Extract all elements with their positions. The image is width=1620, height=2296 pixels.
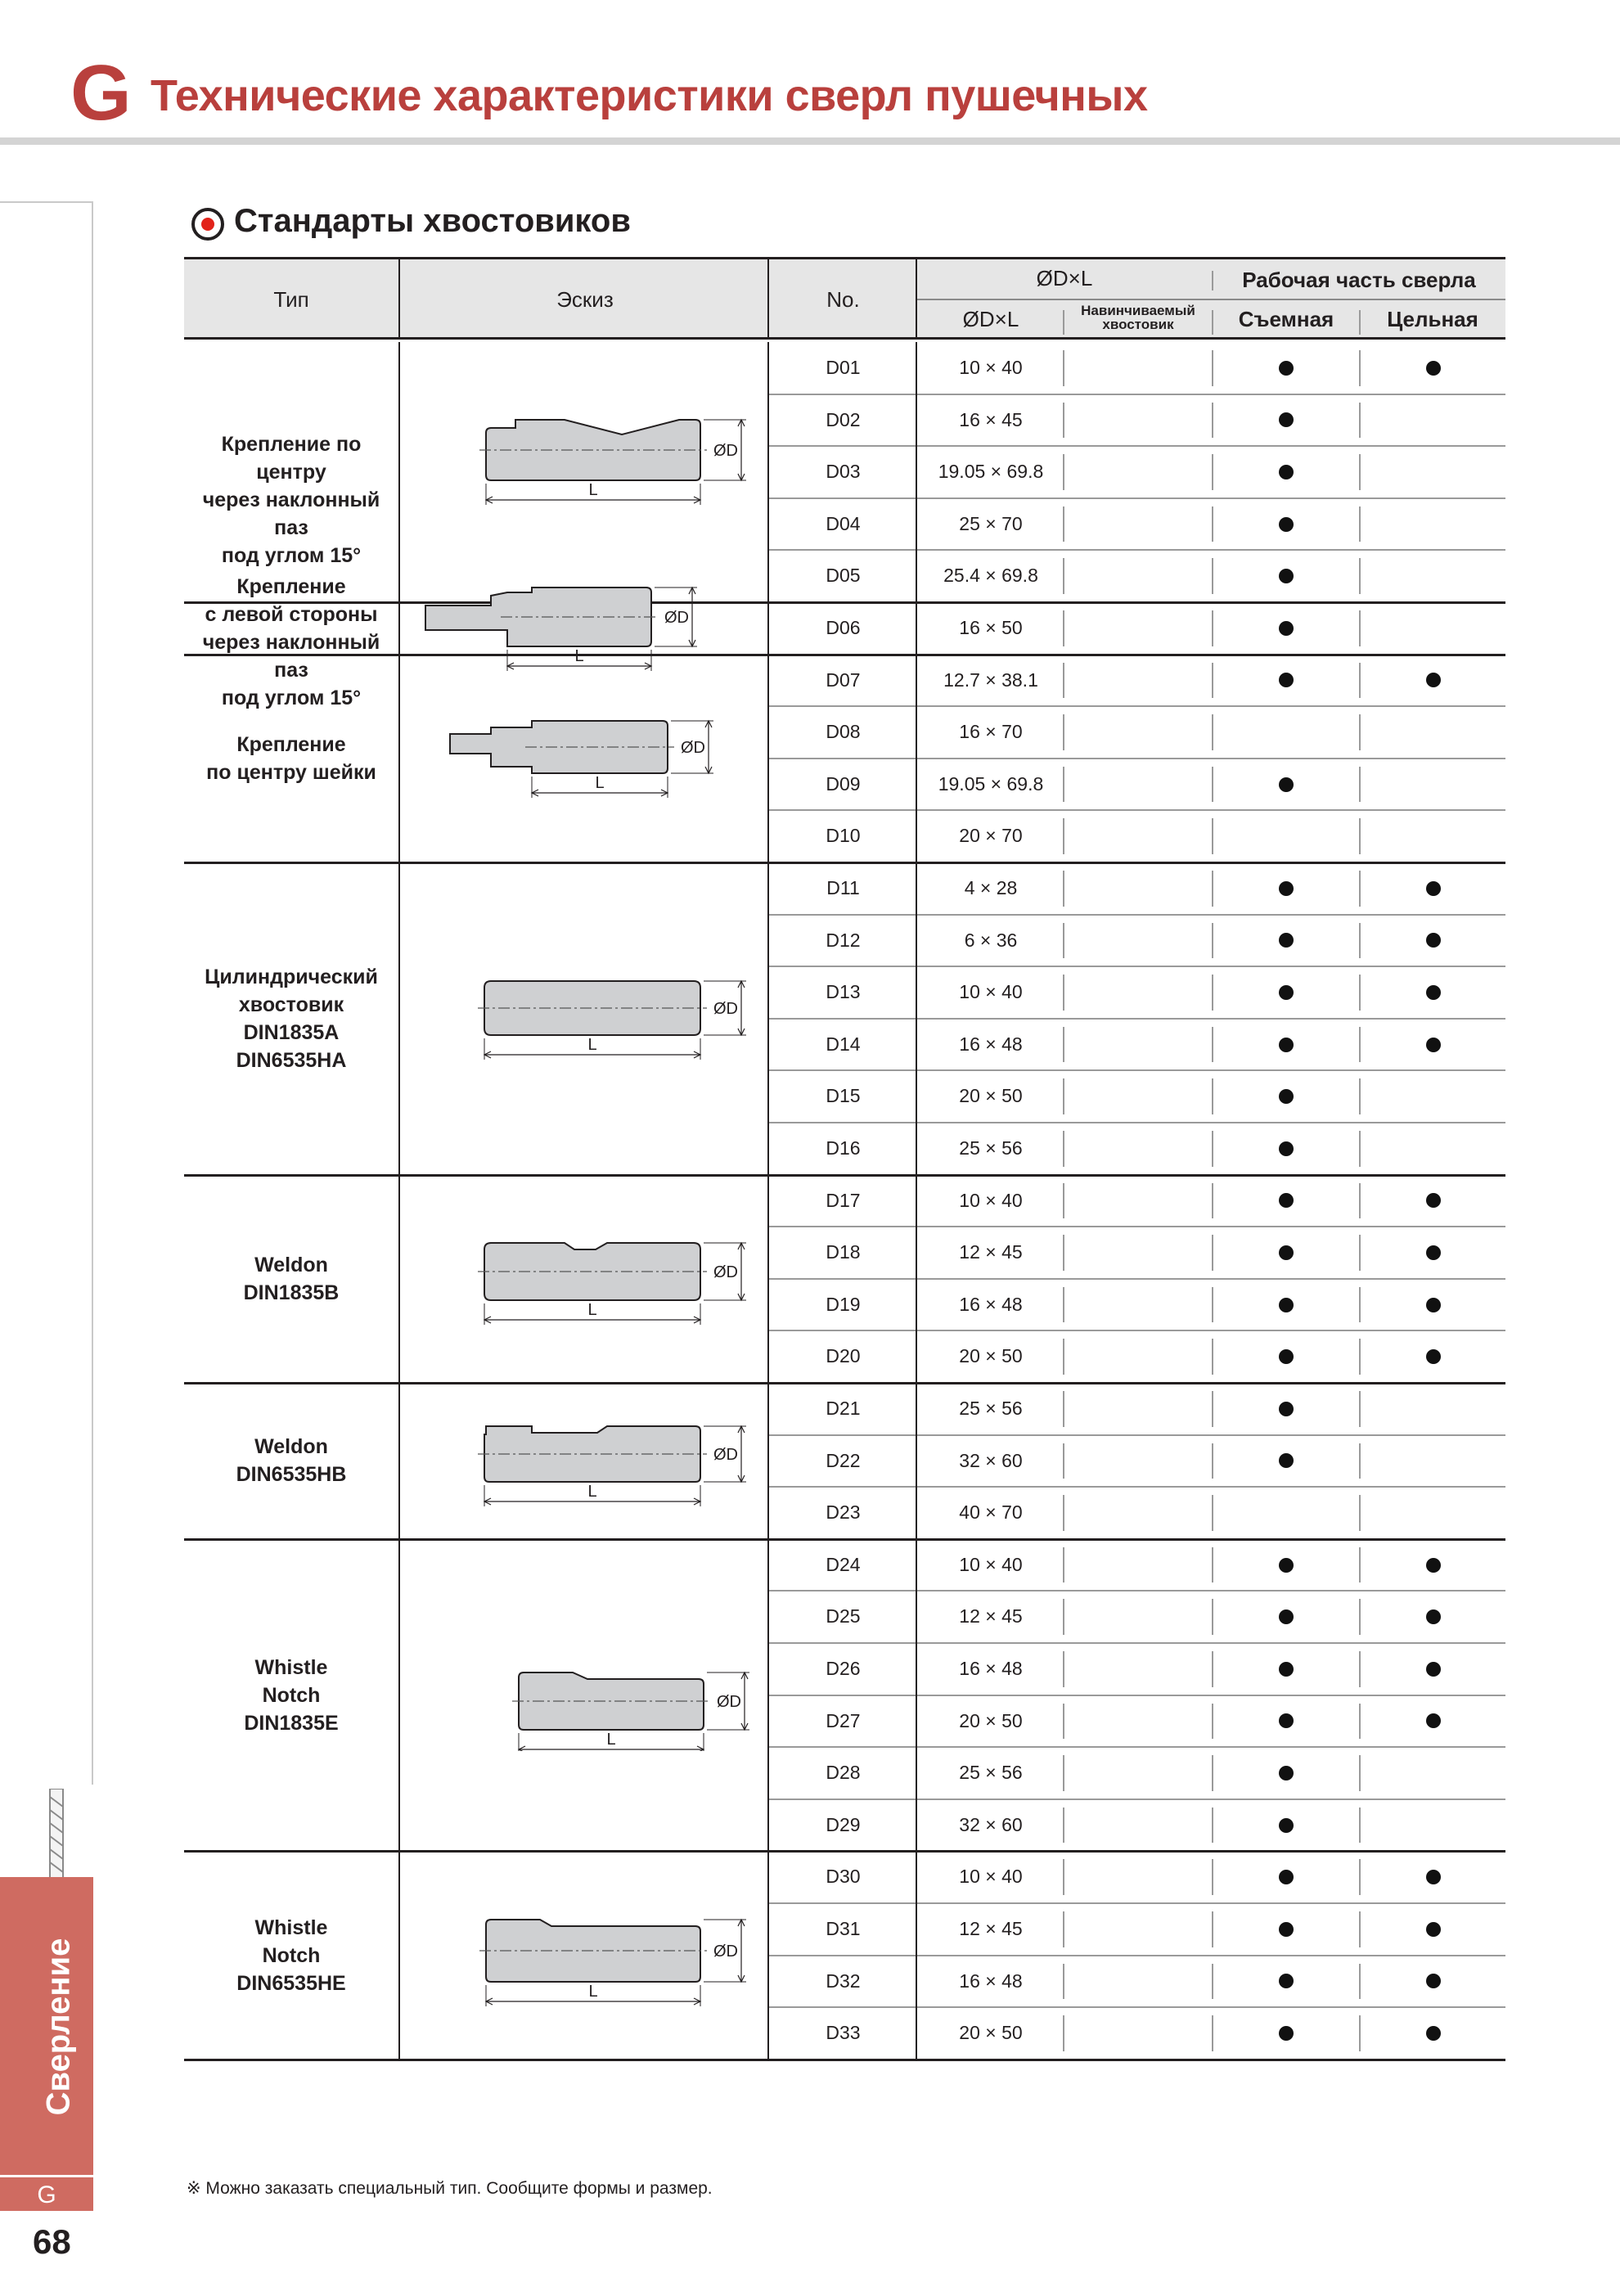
shank-sketch (401, 700, 761, 814)
header-rule (0, 137, 1620, 145)
removable-mark (1279, 1402, 1294, 1416)
row-dimensions: 19.05 × 69.8 (938, 461, 1044, 483)
row-no: D18 (826, 1241, 861, 1263)
length-label: L (587, 1300, 597, 1319)
removable-mark (1279, 777, 1294, 792)
removable-mark (1279, 1141, 1294, 1156)
solid-mark (1426, 1298, 1441, 1312)
solid-mark (1426, 1193, 1441, 1208)
row-dimensions: 6 × 36 (964, 929, 1018, 951)
row-dimensions: 19.05 × 69.8 (938, 772, 1044, 795)
row-dimensions: 16 × 48 (959, 1033, 1023, 1055)
row-dimensions: 25 × 56 (959, 1762, 1023, 1784)
diameter-label: ØD (713, 1446, 738, 1465)
header-screw-line1: Навинчиваемый (1081, 303, 1195, 318)
row-dimensions: 10 × 40 (959, 1866, 1023, 1888)
row-no: D29 (826, 1813, 861, 1835)
shank-type-line: через наклонный паз (202, 488, 380, 539)
header-dl-group: ØD×L (1036, 266, 1093, 290)
header-dl: ØD×L (962, 307, 1019, 331)
row-no: D33 (826, 2022, 861, 2044)
shank-type-line: Крепление (236, 732, 346, 756)
row-no: D24 (826, 1553, 861, 1575)
row-no: D05 (826, 565, 861, 587)
shank-type-line: Weldon (254, 1435, 328, 1459)
row-no: D19 (826, 1293, 861, 1315)
diameter-label: ØD (717, 1692, 741, 1711)
row-dimensions: 20 × 50 (959, 1345, 1023, 1367)
solid-mark (1426, 1922, 1441, 1937)
row-dimensions: 20 × 50 (959, 2022, 1023, 2044)
removable-mark (1279, 569, 1294, 583)
removable-mark (1279, 1766, 1294, 1781)
length-label: L (587, 1483, 597, 1501)
solid-mark (1426, 1038, 1441, 1052)
row-dimensions: 16 × 48 (959, 1293, 1023, 1315)
row-no: D25 (826, 1605, 861, 1627)
bullet-target-icon (191, 208, 224, 241)
row-dimensions: 10 × 40 (959, 1189, 1023, 1211)
row-no: D03 (826, 461, 861, 483)
row-no: D06 (826, 617, 861, 638)
solid-mark (1426, 1349, 1441, 1364)
row-dimensions: 32 × 60 (959, 1449, 1023, 1471)
section-letter: G (0, 2175, 93, 2211)
margin-rule (92, 201, 93, 1785)
removable-mark (1279, 1558, 1294, 1573)
shank-type-line: под углом 15° (221, 544, 362, 567)
removable-mark (1279, 1089, 1294, 1104)
header-sketch: Эскиз (556, 287, 614, 312)
shank-type-line: DIN6535HE (236, 1971, 346, 1995)
row-no: D01 (826, 357, 861, 378)
diameter-label: ØD (713, 1942, 738, 1961)
solid-mark (1426, 1713, 1441, 1728)
solid-mark (1426, 361, 1441, 376)
length-label: L (588, 1982, 598, 2001)
removable-mark (1279, 1974, 1294, 1988)
diameter-label: ØD (713, 1263, 738, 1281)
row-dimensions: 40 × 70 (959, 1501, 1023, 1524)
row-no: D17 (826, 1189, 861, 1211)
shank-type-line: Whistle (254, 1655, 328, 1679)
header-no: No. (826, 287, 860, 312)
table-header (184, 257, 1505, 340)
removable-mark (1279, 881, 1294, 896)
shank-sketch (401, 1897, 761, 2011)
row-no: D21 (826, 1398, 861, 1419)
solid-mark (1426, 985, 1441, 1000)
row-dimensions: 12 × 45 (959, 1241, 1023, 1263)
row-no: D14 (826, 1033, 861, 1055)
row-dimensions: 16 × 48 (959, 1658, 1023, 1679)
row-no: D31 (826, 1918, 861, 1939)
solid-mark (1426, 1245, 1441, 1260)
row-dimensions: 16 × 45 (959, 408, 1023, 430)
header-removable: Съемная (1238, 307, 1334, 331)
header-screw-line2: хвостовик (1102, 317, 1174, 332)
shank-type-name (184, 731, 398, 786)
header-screw-shank (1064, 304, 1212, 331)
row-dimensions: 25 × 70 (959, 512, 1023, 534)
length-label: L (595, 773, 605, 792)
removable-mark (1279, 361, 1294, 376)
row-no: D11 (826, 877, 860, 898)
shank-type-line: DIN1835B (243, 1281, 340, 1304)
shank-sketch (401, 1636, 761, 1751)
row-no: D04 (826, 512, 861, 534)
shank-type-name (184, 573, 398, 712)
shank-sketch (401, 1220, 761, 1335)
shank-type-line: Weldon (254, 1253, 328, 1276)
row-no: D13 (826, 981, 861, 1003)
shank-type-name (184, 1433, 398, 1488)
shank-type-name (184, 430, 398, 569)
shank-type-line: DIN1835E (244, 1711, 339, 1735)
solid-mark (1426, 2026, 1441, 2041)
removable-mark (1279, 1609, 1294, 1624)
solid-mark (1426, 1558, 1441, 1573)
removable-mark (1279, 933, 1294, 948)
page-title: Технические характеристики сверл пушечных (151, 71, 1148, 120)
footnote: ※ Можно заказать специальный тип. Сообщите формы и размер. (187, 2179, 713, 2198)
solid-mark (1426, 1974, 1441, 1988)
shank-type-line: DIN1835A (243, 1020, 340, 1044)
removable-mark (1279, 1349, 1294, 1364)
shank-type-name (184, 1251, 398, 1307)
shank-type-name (184, 1654, 398, 1737)
row-no: D09 (826, 772, 861, 795)
shank-sketch (401, 1402, 761, 1516)
removable-mark (1279, 1922, 1294, 1937)
length-label: L (606, 1730, 616, 1749)
removable-mark (1279, 412, 1294, 427)
removable-mark (1279, 1193, 1294, 1208)
shank-type-line: через наклонный паз (202, 630, 380, 682)
row-no: D08 (826, 721, 861, 743)
row-no: D27 (826, 1709, 861, 1731)
removable-mark (1279, 1870, 1294, 1884)
row-no: D02 (826, 408, 861, 430)
shank-type-line: по центру шейки (206, 760, 376, 784)
removable-mark (1279, 1453, 1294, 1468)
drill-icon (46, 1789, 67, 1879)
diameter-label: ØD (713, 442, 738, 460)
removable-mark (1279, 465, 1294, 479)
row-no: D28 (826, 1762, 861, 1784)
row-dimensions: 12.7 × 38.1 (943, 669, 1038, 691)
row-no: D30 (826, 1866, 861, 1888)
shank-type-line: Notch (262, 1683, 321, 1707)
removable-mark (1279, 1245, 1294, 1260)
row-no: D32 (826, 1970, 861, 1992)
removable-mark (1279, 1298, 1294, 1312)
diameter-label: ØD (664, 608, 689, 627)
row-dimensions: 20 × 70 (959, 825, 1023, 847)
row-dimensions: 20 × 50 (959, 1709, 1023, 1731)
shank-type-line: хвостовик (238, 993, 344, 1016)
length-label: L (574, 646, 584, 665)
removable-mark (1279, 621, 1294, 636)
header-working-part: Рабочая часть сверла (1242, 268, 1476, 292)
row-no: D10 (826, 825, 861, 847)
row-dimensions: 25 × 56 (959, 1398, 1023, 1419)
row-no: D26 (826, 1658, 861, 1679)
solid-mark (1426, 1609, 1441, 1624)
solid-mark (1426, 881, 1441, 896)
solid-mark (1426, 933, 1441, 948)
page-number: 68 (33, 2222, 71, 2261)
row-dimensions: 16 × 70 (959, 721, 1023, 743)
shank-type-line: Notch (262, 1943, 321, 1967)
shank-type-line: Whistle (254, 1916, 328, 1939)
solid-mark (1426, 1870, 1441, 1884)
row-no: D15 (826, 1085, 861, 1107)
shank-type-line: с левой стороны (205, 602, 378, 626)
shank-sketch (401, 569, 761, 684)
removable-mark (1279, 1038, 1294, 1052)
removable-mark (1279, 1662, 1294, 1677)
row-no: D16 (826, 1137, 861, 1159)
removable-mark (1279, 2026, 1294, 2041)
row-dimensions: 25 × 56 (959, 1137, 1023, 1159)
header-type: Тип (273, 287, 309, 312)
row-no: D20 (826, 1345, 861, 1367)
solid-mark (1426, 673, 1441, 687)
diameter-label: ØD (713, 999, 738, 1018)
diameter-label: ØD (681, 738, 705, 757)
removable-mark (1279, 985, 1294, 1000)
row-dimensions: 12 × 45 (959, 1918, 1023, 1939)
length-label: L (587, 1035, 597, 1054)
row-dimensions: 20 × 50 (959, 1085, 1023, 1107)
section-tab-label: Сверление (40, 1938, 77, 2116)
chapter-letter: G (70, 49, 132, 137)
shank-type-name (184, 1914, 398, 1997)
removable-mark (1279, 673, 1294, 687)
shank-type-line: Цилиндрический (205, 965, 378, 988)
row-no: D23 (826, 1501, 861, 1524)
shank-type-line: DIN6535HB (236, 1463, 347, 1487)
section-title: Стандарты хвостовиков (234, 203, 631, 239)
shank-sketch (401, 413, 761, 528)
removable-mark (1279, 1713, 1294, 1728)
solid-mark (1426, 1662, 1441, 1677)
row-no: D07 (826, 669, 861, 691)
shank-type-name (184, 963, 398, 1074)
row-dimensions: 4 × 28 (964, 877, 1018, 898)
row-dimensions: 10 × 40 (959, 357, 1023, 378)
row-no: D22 (826, 1449, 861, 1471)
row-dimensions: 25.4 × 69.8 (943, 565, 1038, 587)
row-no: D12 (826, 929, 861, 951)
shank-sketch (401, 960, 761, 1074)
shank-type-line: Крепление (236, 574, 346, 598)
header-solid: Цельная (1387, 307, 1478, 331)
length-label: L (588, 481, 598, 499)
row-dimensions: 16 × 50 (959, 617, 1023, 638)
shank-type-line: DIN6535HA (236, 1048, 347, 1072)
margin-rule-top (0, 201, 93, 203)
removable-mark (1279, 517, 1294, 532)
shank-type-line: под углом 15° (221, 686, 362, 709)
row-dimensions: 10 × 40 (959, 981, 1023, 1003)
row-dimensions: 32 × 60 (959, 1813, 1023, 1835)
removable-mark (1279, 1818, 1294, 1833)
shank-type-line: Крепление по центру (221, 433, 362, 484)
row-dimensions: 16 × 48 (959, 1970, 1023, 1992)
row-dimensions: 12 × 45 (959, 1605, 1023, 1627)
row-dimensions: 10 × 40 (959, 1553, 1023, 1575)
